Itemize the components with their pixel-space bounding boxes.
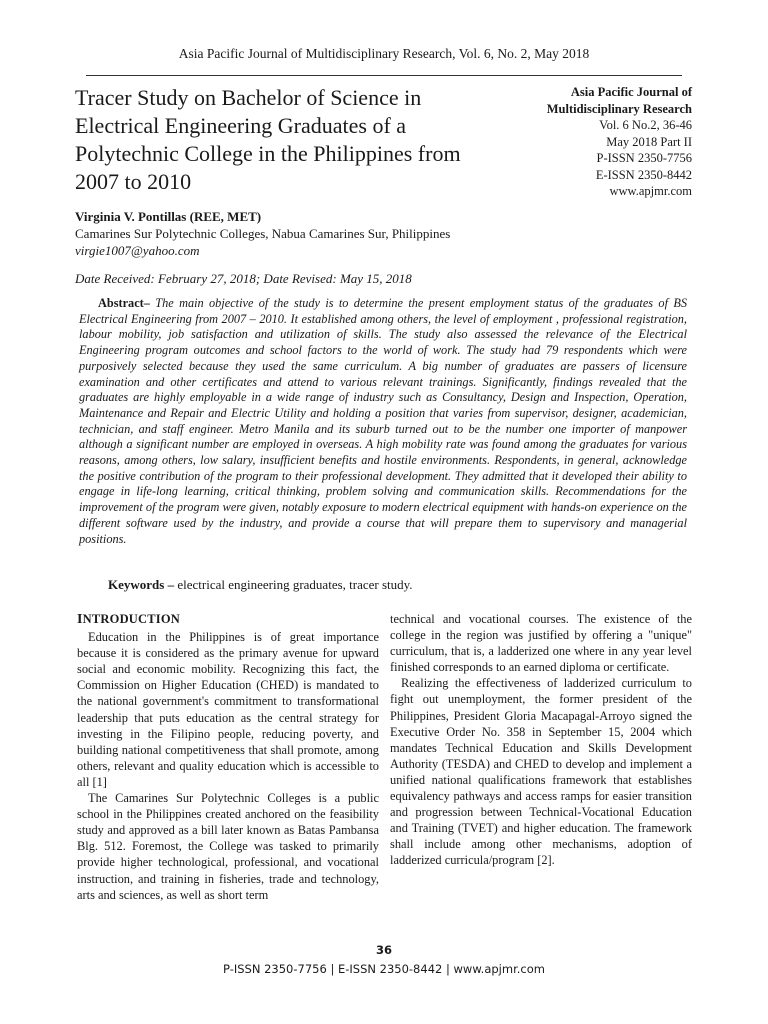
abstract-label: Abstract– xyxy=(98,296,150,310)
body-column-left xyxy=(77,611,379,903)
author-affiliation: Camarines Sur Polytechnic Colleges, Nabua Camarines Sur, Philippines xyxy=(75,226,451,241)
journal-issue: May 2018 Part II xyxy=(606,134,692,149)
header-divider xyxy=(86,75,682,76)
page-footer: P-ISSN 2350-7756 | E-ISSN 2350-8442 | www.apjmr.com xyxy=(223,962,545,976)
paragraph: Education in the Philippines is of great importance because it is considered as the primary avenue for upward social and economic mobility. Recognizing this fact, the Commission on Higher Education (CHED) is mandated to the national government's commitment to transformational leadership that puts education as the central strategy for investing in the Filipino people, reducing poverty, and building national competitiveness that shall promote, among others, relevant and quality education which is accessible to all [1] xyxy=(77,630,379,789)
body-column-right xyxy=(390,611,692,869)
journal-pissn: P-ISSN 2350-7756 xyxy=(596,151,692,165)
abstract-text: The main objective of the study is to determine the present employment status of the graduates of BS Electrical Engineering from 2007 – 2010. It established among others, the level of employment , professional registration, labour mobility, job satisfaction and utilization of skills. The study also assessed the relevance of the Electrical Engineering program outcomes and school factors to the world of work. The study had 79 respondents which were purposively selected because they used the same curriculum. A big number of graduates are passers of licensure examination and other certificates and attend to various relevant trainings. Significantly, findings revealed that the graduates are highly employable in a wide range of industry such as Consultancy, Design and Inspection, Operation, Maintenance and Repair and Electric Utility and holding a position that varies from supervisor, designer, academician, technician, and staff engineer. Metro Manila and its suburb turned out to be the number one importer of manpower although a significant number are employed in overseas. A high mobility rate was found among the graduates for various reasons, among others, low salary, insufficient benefits and hostile environments. Respondents, in general, acknowledge the positive contribution of the program to their professional development. They admitted that it developed their ability to engage in life-long learning, critical thinking, problem solving and communication skills. Recommendations for the improvement of the program were given, notably exposure to modern electrical equipment with hands-on experience on the different software used by the industry, and provide a course that will prepare them to supervisory and managerial positions. xyxy=(79,296,687,546)
keywords-text: electrical engineering graduates, tracer study. xyxy=(177,577,413,592)
abstract xyxy=(79,296,687,547)
section-heading-introduction xyxy=(77,611,379,628)
journal-name-line2: Multidisciplinary Research xyxy=(546,101,692,116)
keywords-label: Keywords – xyxy=(108,577,175,592)
article-dates: Date Received: February 27, 2018; Date Revised: May 15, 2018 xyxy=(75,271,412,286)
heading-initial: I xyxy=(77,612,83,627)
keywords xyxy=(108,577,668,593)
paragraph: Realizing the effectiveness of ladderized curriculum to fight out unemployment, the former president of the Philippines, President Gloria Macapagal-Arroyo signed the Executive Order No. 358 in September 15, 2004 which mandates Technical Education and Skills Development Authority (TESDA) and CHED to develop and implement a unified national qualifications framework that establishes equivalency pathways and access ramps for easier transition and progression between Technical-Vocational Education and Training (TVET) and higher education. The framework shall include among other mechanisms, adoption of ladderized curricula/program [2]. xyxy=(390,676,692,868)
author-block xyxy=(75,208,535,287)
journal-name-line1: Asia Pacific Journal of xyxy=(570,85,692,99)
journal-eissn: E-ISSN 2350-8442 xyxy=(595,167,692,182)
journal-volume: Vol. 6 No.2, 36-46 xyxy=(599,118,692,132)
paragraph: technical and vocational courses. The existence of the college in the region was justified by offering a "unique" curriculum, that is, a ladderized one where in any year level finished corresponds to an earned diploma or certificate. xyxy=(390,612,692,675)
article-title: Tracer Study on Bachelor of Science in Electrical Engineering Graduates of a Polytechnic College in the Philippines from 2007 to 2010 xyxy=(75,85,461,194)
running-header: Asia Pacific Journal of Multidisciplinary Research, Vol. 6, No. 2, May 2018 xyxy=(178,46,590,61)
journal-website: www.apjmr.com xyxy=(609,184,692,198)
page-number: 36 xyxy=(375,943,392,957)
heading-rest: NTRODUCTION xyxy=(82,612,181,626)
paragraph: The Camarines Sur Polytechnic Colleges is a public school in the Philippines created anchored on the feasibility study and approved as a bill later known as Batas Pambansa Blg. 512. Foremost, the College was tasked to primarily provide higher technological, professional, and vocational instruction, and training in fisheries, trade and technology, arts and sciences, as well as short term xyxy=(77,791,379,902)
author-name: Virginia V. Pontillas (REE, MET) xyxy=(75,209,262,224)
journal-info xyxy=(492,84,692,200)
author-email: virgie1007@yahoo.com xyxy=(75,243,200,258)
